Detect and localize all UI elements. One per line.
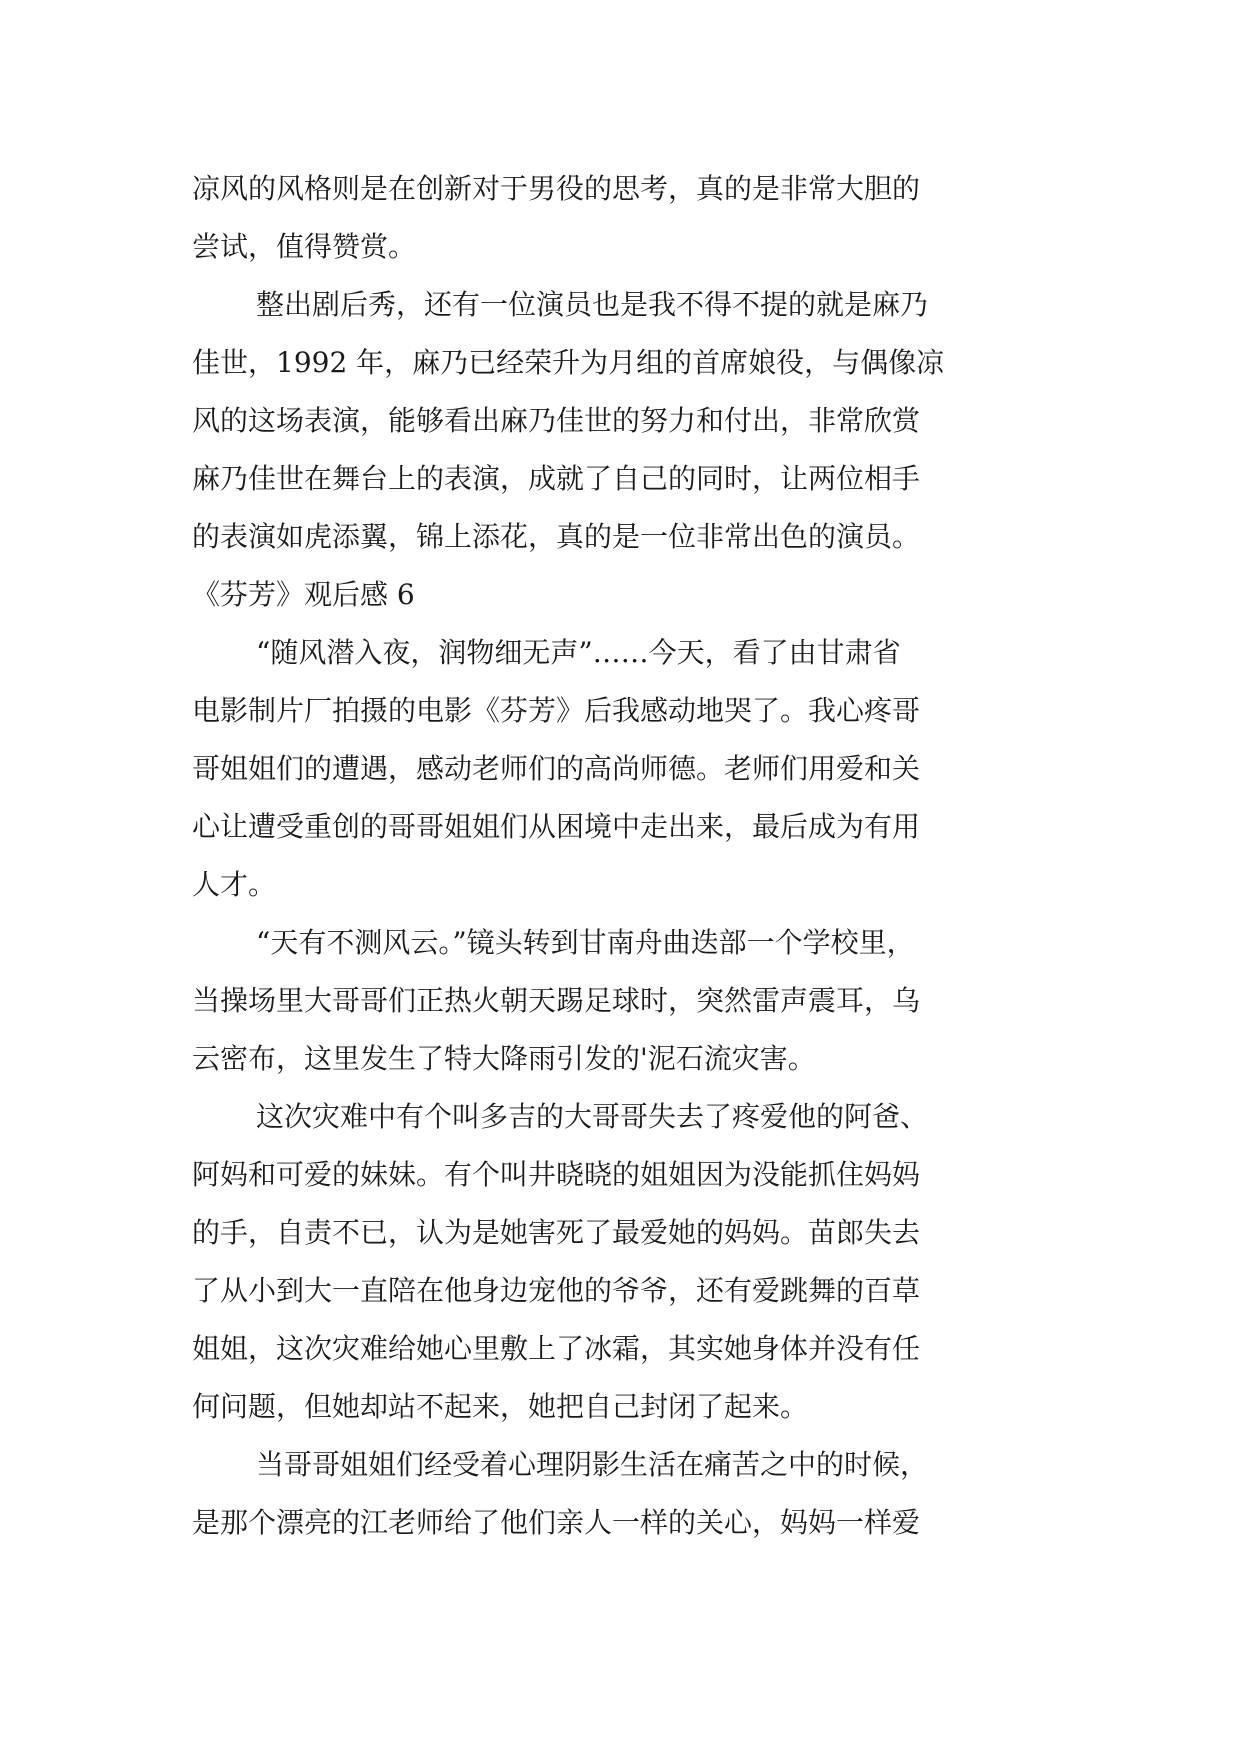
text-line: 麻乃佳世在舞台上的表演，成就了自己的同时，让两位相手: [192, 462, 921, 495]
text-line: 凉风的风格则是在创新对于男役的思考，真的是非常大胆的: [192, 172, 921, 205]
document-body: [192, 160, 1052, 1552]
text-line: 这次灾难中有个叫多吉的大哥哥失去了疼爱他的阿爸、: [256, 1100, 929, 1133]
text-line: 云密布，这里发生了特大降雨引发的'泥石流灾害。: [192, 1042, 816, 1075]
text-line: 电影制片厂拍摄的电影《芬芳》后我感动地哭了。我心疼哥: [192, 694, 921, 727]
text-line: 的手，自责不已，认为是她害死了最爱她的妈妈。苗郎失去: [192, 1216, 921, 1249]
text-line: 佳世，1992 年，麻乃已经荣升为月组的首席娘役，与偶像凉: [192, 346, 945, 379]
text-line: 何问题，但她却站不起来，她把自己封闭了起来。: [192, 1390, 809, 1423]
text-line: 当操场里大哥哥们正热火朝天踢足球时，突然雷声震耳，乌: [192, 984, 921, 1017]
text-line: “天有不测风云。”镜头转到甘南舟曲迭部一个学校里，: [256, 926, 915, 959]
text-line: 阿妈和可爱的妹妹。有个叫井晓晓的姐姐因为没能抓住妈妈: [192, 1158, 921, 1191]
text-line: 姐姐，这次灾难给她心里敷上了冰霜，其实她身体并没有任: [192, 1332, 921, 1365]
text-line: 当哥哥姐姐们经受着心理阴影生活在痛苦之中的时候，: [256, 1448, 929, 1481]
text-line: 哥姐姐们的遭遇，感动老师们的高尚师德。老师们用爱和关: [192, 752, 921, 785]
text-line: “随风潜入夜，润物细无声”……今天，看了由甘肃省: [256, 636, 901, 669]
text-line: 尝试，值得赞赏。: [192, 230, 417, 263]
text-line: 人才。: [192, 868, 277, 901]
text-line: 心让遭受重创的哥哥姐姐们从困境中走出来，最后成为有用: [192, 810, 921, 843]
text-line: 是那个漂亮的江老师给了他们亲人一样的关心，妈妈一样爱: [192, 1506, 921, 1539]
text-line: 整出剧后秀，还有一位演员也是我不得不提的就是麻乃: [256, 288, 929, 321]
text-line: 风的这场表演，能够看出麻乃佳世的努力和付出，非常欣赏: [192, 404, 921, 437]
text-line: 了从小到大一直陪在他身边宠他的爷爷，还有爱跳舞的百草: [192, 1274, 921, 1307]
section-heading: 《芬芳》观后感 6: [192, 578, 415, 611]
text-line: 的表演如虎添翼，锦上添花，真的是一位非常出色的演员。: [192, 520, 921, 553]
